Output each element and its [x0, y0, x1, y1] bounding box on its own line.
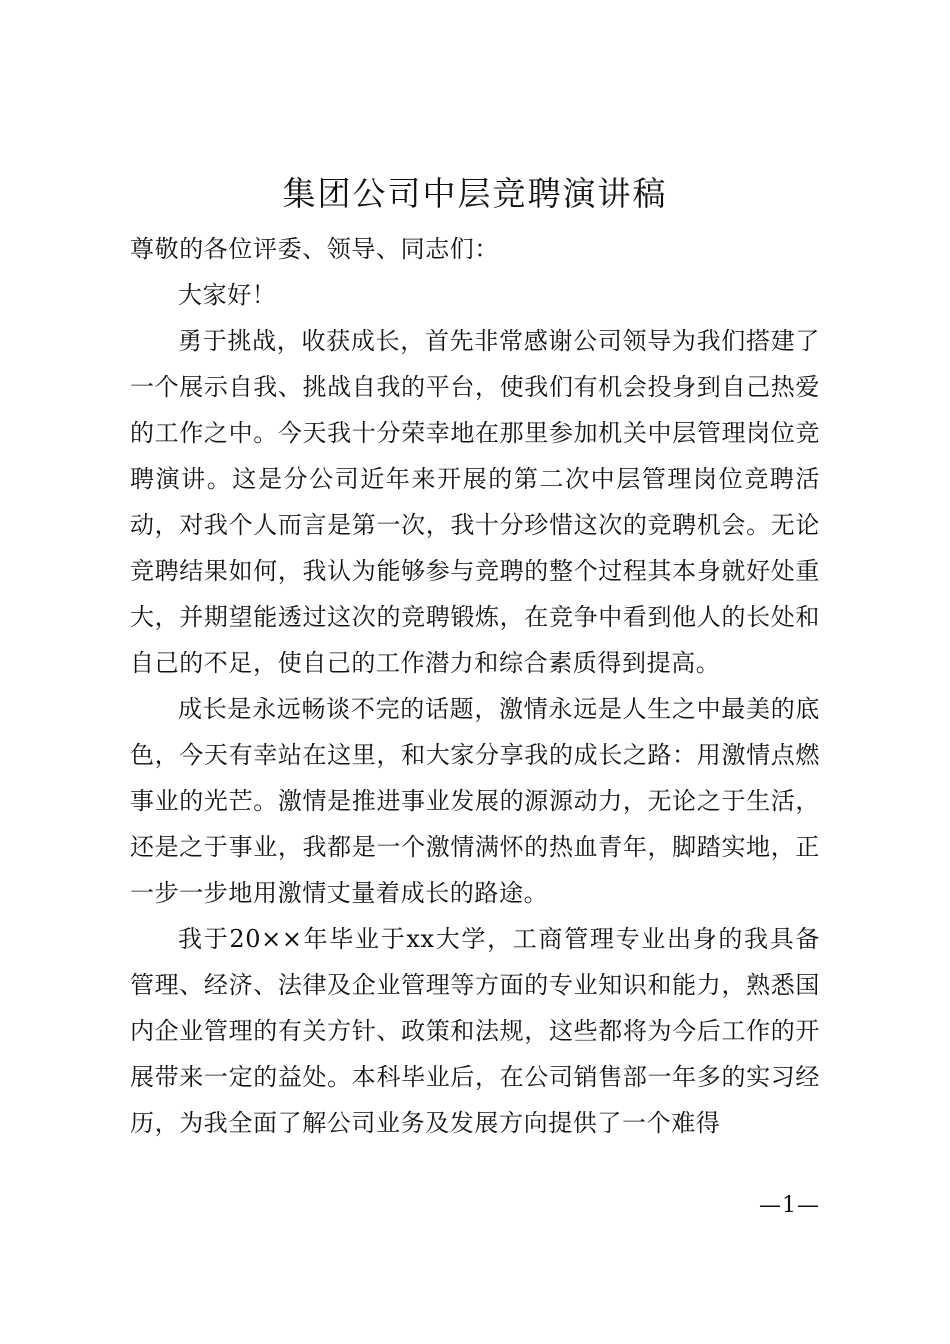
page-number: —1— [759, 1193, 820, 1218]
paragraph: 我于20××年毕业于xx大学，工商管理专业出身的我具备管理、经济、法律及企业管理等方面的专业知识和能力，熟悉国内企业管理的有关方针、政策和法规，这些都将为今后工作的开展带来一定的益处。本科毕业后，在公司销售部一年多的实习经历，为我全面了解公司业务及发展方向提供了一个难得 [130, 925, 820, 1137]
paragraph: 成长是永远畅谈不完的话题，激情永远是人生之中最美的底色，今天有幸站在这里，和大家分享我的成长之路：用激情点燃事业的光芒。激情是推进事业发展的源源动力，无论之于生活，还是之于事业，我都是一个激情满怀的热血青年，脚踏实地，正一步一步地用激情丈量着成长的路途。 [130, 695, 820, 907]
paragraph: 勇于挑战，收获成长，首先非常感谢公司领导为我们搭建了一个展示自我、挑战自我的平台，使我们有机会投身到自己热爱的工作之中。今天我十分荣幸地在那里参加机关中层管理岗位竞聘演讲。这是分公司近年来开展的第二次中层管理岗位竞聘活动，对我个人而言是第一次，我十分珍惜这次的竞聘机会。无论竞聘结果如何，我认为能够参与竞聘的整个过程其本身就好处重大，并期望能透过这次的竞聘锻炼，在竞争中看到他人的长处和自己的不足，使自己的工作潜力和综合素质得到提高。 [130, 327, 820, 677]
salutation: 尊敬的各位评委、领导、同志们： [130, 235, 499, 263]
document-title: 集团公司中层竞聘演讲稿 [282, 174, 668, 213]
document-body [130, 226, 820, 1146]
greeting: 大家好！ [178, 281, 277, 309]
